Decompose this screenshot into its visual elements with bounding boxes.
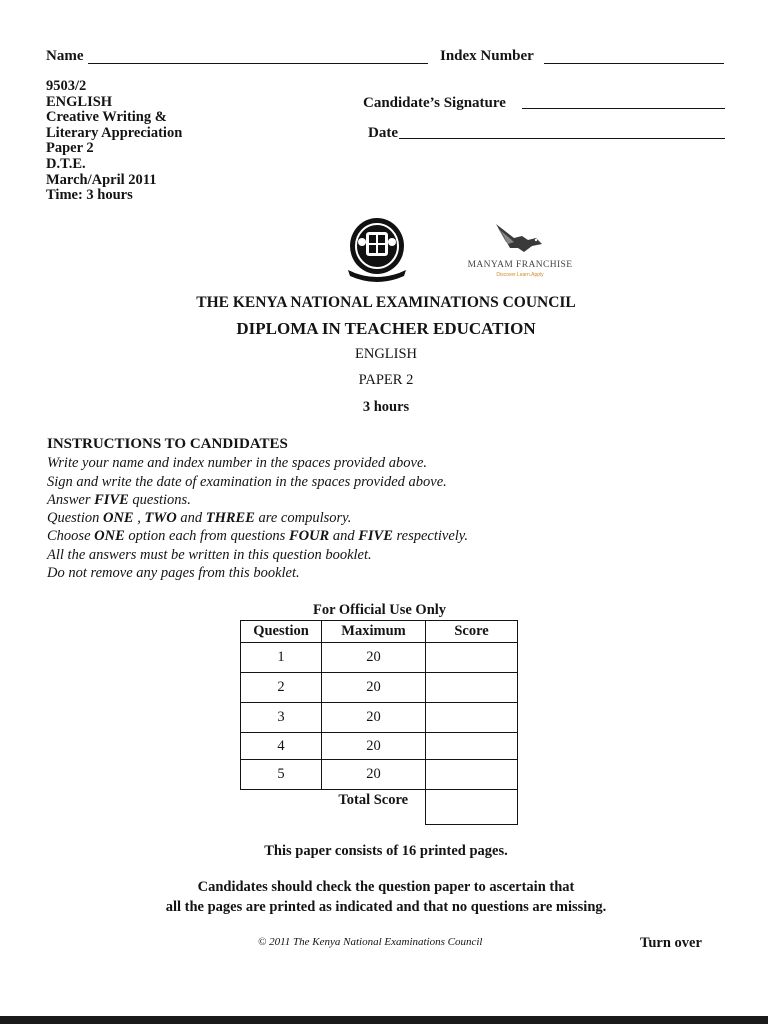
- meta-session: March/April 2011: [46, 171, 157, 188]
- instructions-heading: INSTRUCTIONS TO CANDIDATES: [47, 436, 288, 452]
- score-table: [240, 620, 518, 825]
- check-note-line-1: Candidates should check the question paper to ascertain that: [197, 879, 575, 895]
- meta-programme: D.T.E.: [46, 155, 86, 172]
- copyright: © 2011 The Kenya National Examinations Council: [258, 936, 483, 948]
- meta-paper: Paper 2: [46, 140, 94, 157]
- score-cell[interactable]: [426, 703, 518, 733]
- maximum-cell: 20: [322, 760, 426, 790]
- manyam-franchise-logo: [462, 218, 578, 278]
- question-cell: 5: [241, 760, 322, 790]
- official-use-caption: For Official Use Only: [313, 602, 447, 618]
- logo-tagline: Discover.Learn.Apply: [496, 272, 544, 278]
- maximum-cell: 20: [322, 643, 426, 673]
- question-cell: 2: [241, 673, 322, 703]
- total-row: [241, 790, 518, 825]
- instruction-line: All the answers must be written in this question booklet.: [47, 546, 372, 563]
- paper-code: 9503/2: [46, 78, 87, 94]
- coat-of-arms-icon: [340, 214, 414, 284]
- instruction-line: Do not remove any pages from this booklet.: [47, 565, 300, 582]
- signature-label: Candidate’s Signature: [363, 95, 506, 111]
- meta-time: Time: 3 hours: [46, 187, 133, 204]
- score-cell[interactable]: [426, 673, 518, 703]
- council-title: THE KENYA NATIONAL EXAMINATIONS COUNCIL: [196, 294, 576, 311]
- column-header: Maximum: [322, 621, 426, 643]
- duration-title: 3 hours: [362, 399, 410, 415]
- signature-field[interactable]: [522, 108, 725, 109]
- index-number-field[interactable]: [544, 63, 724, 64]
- name-field[interactable]: [88, 63, 428, 64]
- question-cell: 1: [241, 643, 322, 673]
- subject-title: ENGLISH: [354, 346, 418, 362]
- question-cell: 4: [241, 733, 322, 760]
- total-score-cell[interactable]: [426, 790, 518, 825]
- maximum-cell: 20: [322, 703, 426, 733]
- date-field[interactable]: [399, 138, 725, 139]
- maximum-cell: 20: [322, 673, 426, 703]
- instruction-line: Sign and write the date of examination in the spaces provided above.: [47, 473, 447, 490]
- name-label: Name: [46, 48, 84, 64]
- instructions: [47, 435, 468, 582]
- logo-name: MANYAM FRANCHISE: [467, 260, 573, 270]
- question-cell: 3: [241, 703, 322, 733]
- paper-title: PAPER 2: [358, 372, 414, 388]
- instruction-line: Answer FIVE questions.: [47, 491, 191, 508]
- table-row: [241, 760, 518, 790]
- instruction-line: Question ONE , TWO and THREE are compulsory.: [47, 510, 352, 527]
- meta-subject: ENGLISH: [46, 93, 113, 110]
- column-header: Question: [241, 621, 322, 643]
- date-label: Date: [368, 125, 398, 141]
- table-row: [241, 673, 518, 703]
- check-note-line-2: all the pages are printed as indicated and that no questions are missing.: [165, 899, 607, 915]
- paper-title-line-1: Creative Writing &: [46, 109, 167, 126]
- score-cell[interactable]: [426, 733, 518, 760]
- score-cell[interactable]: [426, 643, 518, 673]
- score-cell[interactable]: [426, 760, 518, 790]
- index-number-label: Index Number: [440, 48, 534, 64]
- maximum-cell: 20: [322, 733, 426, 760]
- diploma-title: DIPLOMA IN TEACHER EDUCATION: [236, 319, 536, 338]
- paper-title-line-2: Literary Appreciation: [46, 124, 183, 141]
- table-row: [241, 733, 518, 760]
- eagle-icon: [462, 218, 578, 260]
- turn-over: Turn over: [640, 935, 702, 951]
- instruction-line: Write your name and index number in the spaces provided above.: [47, 455, 428, 472]
- column-header: Score: [426, 621, 518, 643]
- scan-edge: [0, 1016, 768, 1024]
- instruction-line: Choose ONE option each from questions FOUR and FIVE respectively.: [47, 528, 469, 545]
- table-row: [241, 643, 518, 673]
- pages-note: This paper consists of 16 printed pages.: [264, 843, 508, 859]
- total-score-label: Total Score: [322, 790, 426, 825]
- paper-meta: [46, 79, 182, 204]
- table-row: [241, 703, 518, 733]
